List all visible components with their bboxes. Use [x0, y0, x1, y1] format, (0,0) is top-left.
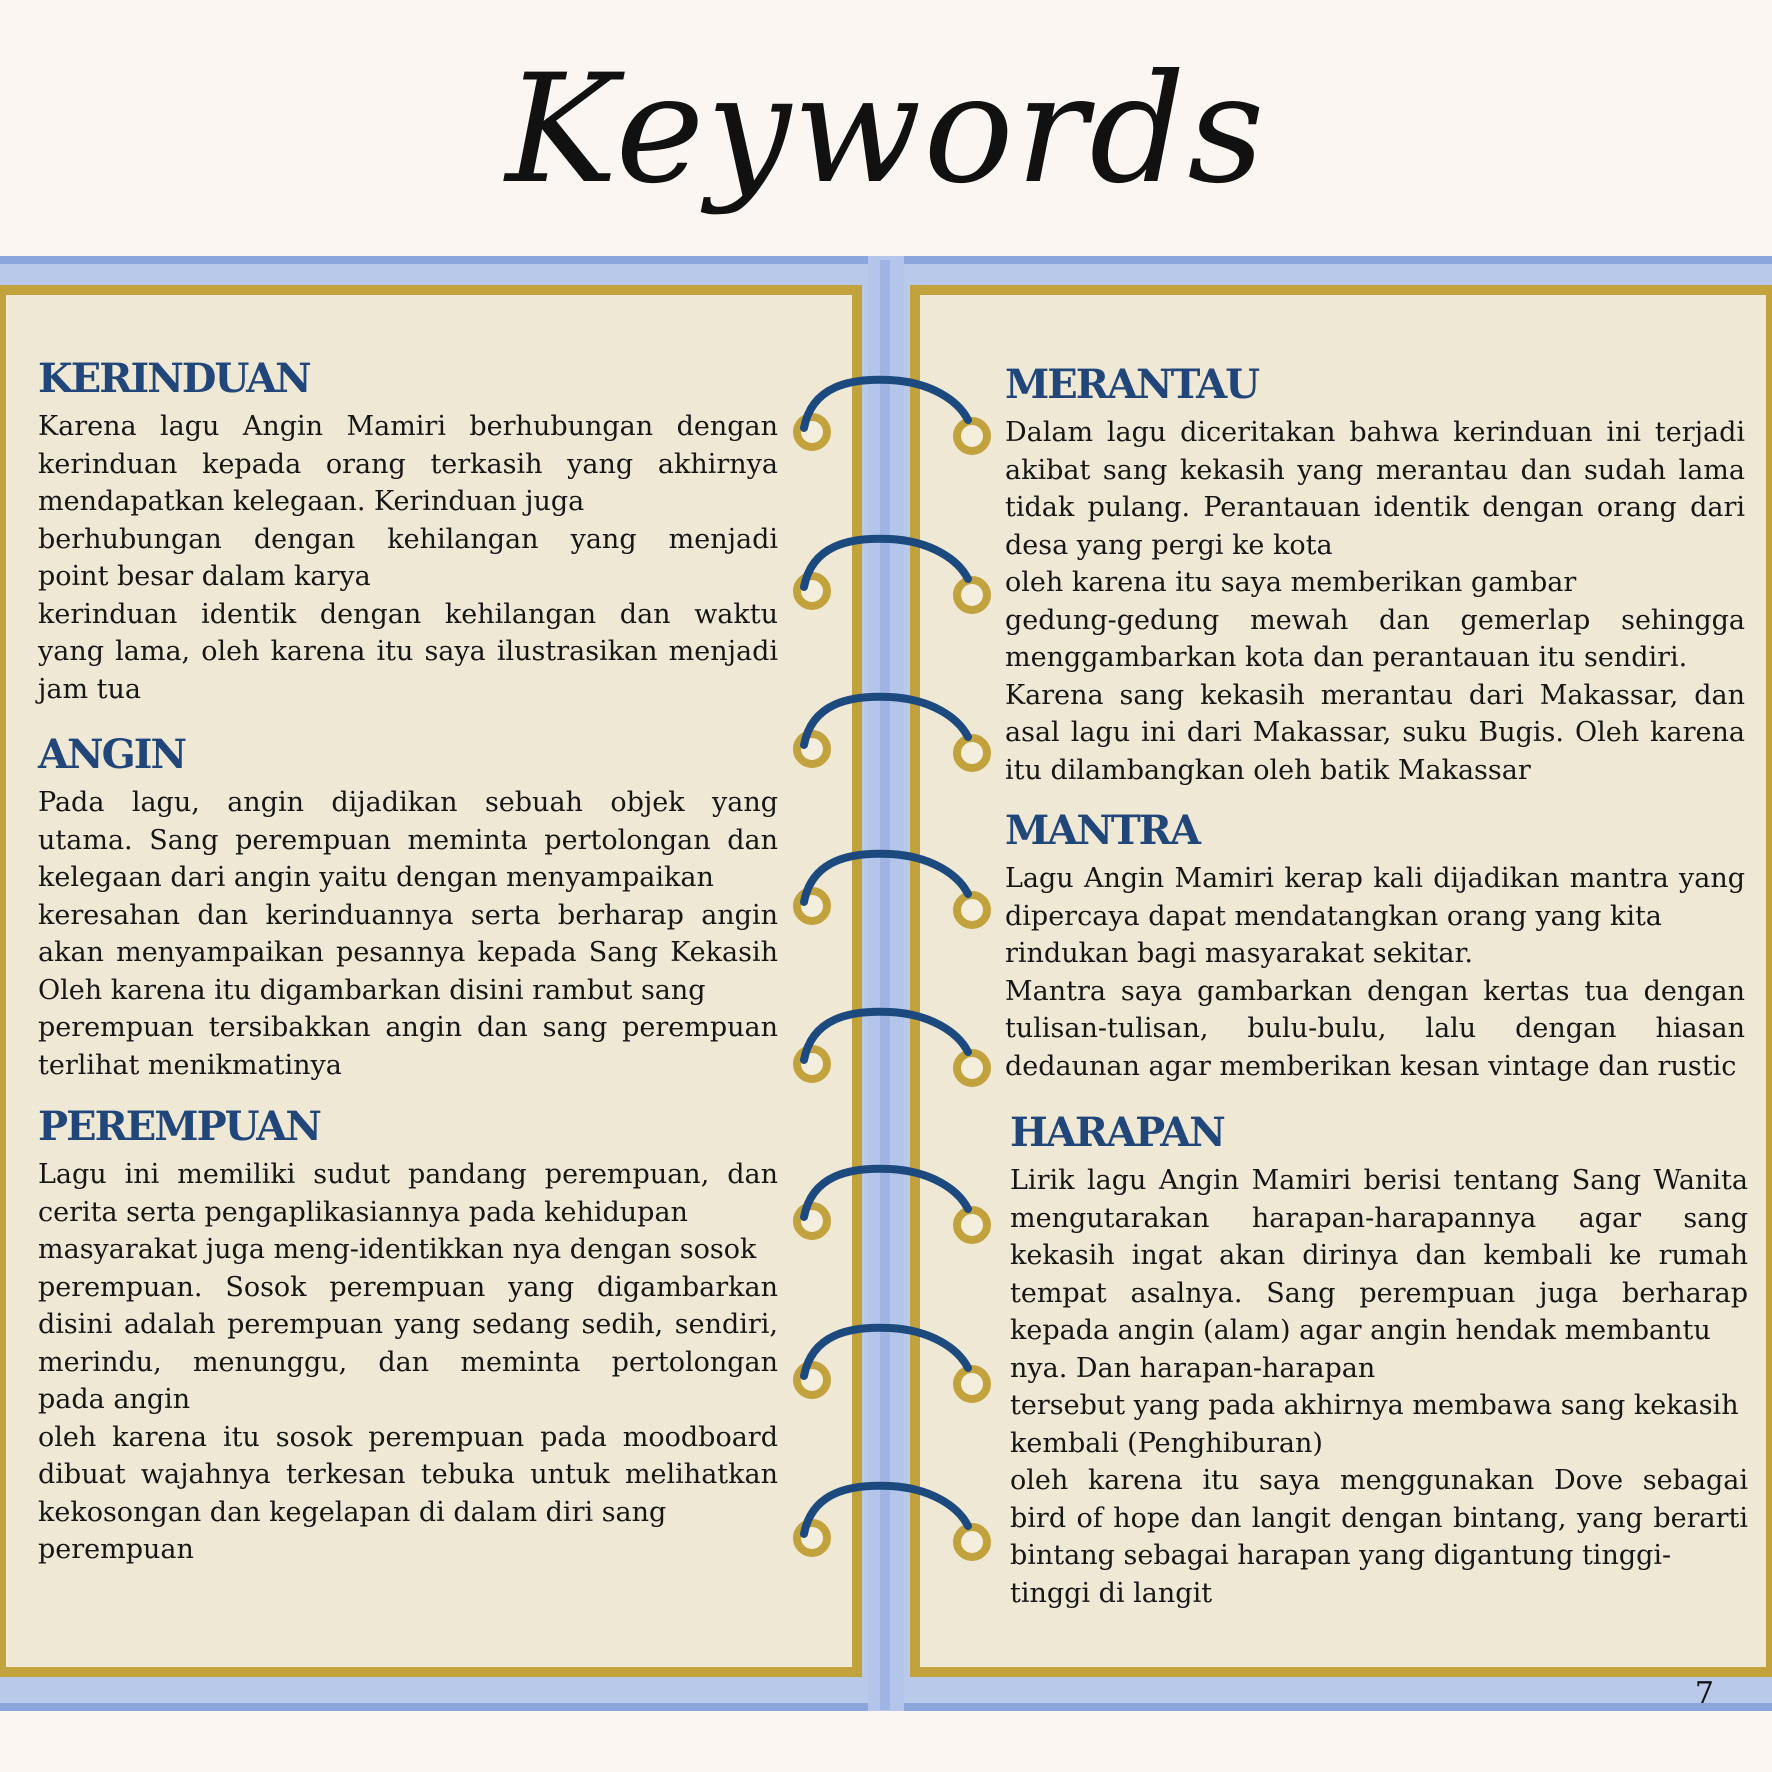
text-line: Lagu ini memiliki sudut pandang perempuan, dan [38, 1159, 778, 1190]
text-line: jam tua [38, 673, 141, 705]
section-body [1005, 414, 1745, 789]
text-line: menggambarkan kota dan perantauan itu sendiri. [1005, 642, 1688, 673]
section-body [38, 1156, 778, 1569]
section-body [1010, 1162, 1748, 1612]
text-line: desa yang pergi ke kota [1005, 529, 1333, 561]
section-body [38, 408, 778, 708]
text-line: rindukan bagi masyarakat sekitar. [1005, 938, 1474, 969]
text-line: gedung-gedung mewah dan gemerlap sehingga [1005, 604, 1745, 636]
section-heading: PEREMPUAN [38, 1103, 320, 1150]
section-heading: ANGIN [38, 731, 186, 778]
text-line: kepada angin (alam) agar angin hendak membantu [1010, 1315, 1711, 1346]
text-line: Karena sang kekasih merantau dari Makassar, dan [1005, 679, 1745, 711]
text-line: disini adalah perempuan yang sedang sedih, sendiri, [38, 1309, 778, 1340]
text-line: perempuan tersibakkan angin dan sang perempuan [38, 1012, 778, 1043]
text-line: kelegaan dari angin yaitu dengan menyampaikan [38, 862, 714, 893]
section-heading: MANTRA [1005, 807, 1199, 854]
text-line: yang lama, oleh karena itu saya ilustrasikan menjadi [38, 636, 778, 667]
text-line: bird of hope dan langit dengan bintang, yang berarti [1010, 1502, 1748, 1534]
text-line: akibat sang kekasih yang merantau dan sudah lama [1005, 454, 1745, 486]
section-harapan [1010, 1110, 1748, 1612]
text-line: Pada lagu, angin dijadikan sebuah objek yang [38, 787, 778, 818]
text-line: mendapatkan kelegaan. Kerinduan juga [38, 486, 585, 517]
text-line: dibuat wajahnya terkesan tebuka untuk melihatkan [38, 1459, 778, 1490]
text-line: tidak pulang. Perantauan identik dengan orang dari [1005, 492, 1745, 523]
text-line: Dalam lagu diceritakan bahwa kerinduan ini terjadi [1005, 417, 1745, 448]
text-line: Lirik lagu Angin Mamiri berisi tentang Sang Wanita [1010, 1165, 1748, 1196]
text-line: kekasih ingat akan dirinya dan kembali ke rumah [1010, 1240, 1748, 1271]
text-line: oleh karena itu saya menggunakan Dove sebagai [1010, 1465, 1748, 1496]
left-column [38, 356, 778, 708]
text-line: pada angin [38, 1384, 191, 1415]
text-line: nya. Dan harapan-harapan [1010, 1352, 1376, 1384]
text-line: berhubungan dengan kehilangan yang menjadi [38, 523, 778, 555]
text-line: oleh karena itu saya memberikan gambar [1005, 567, 1577, 598]
text-line: cerita serta pengaplikasiannya pada kehidupan [38, 1196, 688, 1228]
text-line: tempat asalnya. Sang perempuan juga berharap [1010, 1277, 1748, 1309]
text-line: Mantra saya gambarkan dengan kertas tua dengan [1005, 975, 1745, 1007]
text-line: perempuan [38, 1534, 194, 1565]
text-line: oleh karena itu sosok perempuan pada moodboard [38, 1421, 778, 1453]
section-angin [38, 732, 778, 1084]
section-perempuan [38, 1104, 778, 1569]
text-line: tinggi di langit [1010, 1577, 1213, 1609]
text-line: terlihat menikmatinya [38, 1049, 342, 1081]
text-line: merindu, menunggu, dan meminta pertolongan [38, 1346, 778, 1378]
text-line: utama. Sang perempuan meminta pertolongan dan [38, 824, 778, 856]
text-line: kembali (Penghiburan) [1010, 1427, 1323, 1459]
text-line: perempuan. Sosok perempuan yang digambarkan [38, 1271, 778, 1303]
text-line: itu dilambangkan oleh batik Makassar [1005, 754, 1531, 786]
left-column-3 [38, 1104, 778, 1569]
section-mantra [1005, 808, 1745, 1085]
right-column-2 [1005, 808, 1745, 1085]
section-merantau [1005, 362, 1745, 789]
section-kerinduan [38, 356, 778, 708]
text-line: tersebut yang pada akhirnya membawa sang kekasih [1010, 1390, 1739, 1421]
text-line: masyarakat juga meng-identikkan nya dengan sosok [38, 1234, 757, 1265]
page-number: 7 [1694, 1676, 1714, 1711]
text-line: mengutarakan harapan-harapannya agar sang [1010, 1202, 1748, 1234]
spine-line [880, 260, 890, 1710]
text-line: akan menyampaikan pesannya kepada Sang Kekasih [38, 937, 778, 968]
text-line: tulisan-tulisan, bulu-bulu, lalu dengan hiasan [1005, 1013, 1745, 1044]
text-line: kekosongan dan kegelapan di dalam diri sang [38, 1496, 667, 1528]
right-column [1005, 362, 1745, 789]
text-line: dipercaya dapat mendatangkan orang yang kita [1005, 900, 1662, 932]
text-line: Oleh karena itu digambarkan disini rambut sang [38, 974, 706, 1006]
text-line: point besar dalam karya [38, 561, 371, 592]
left-column-2 [38, 732, 778, 1084]
section-body [1005, 860, 1745, 1085]
text-line: Karena lagu Angin Mamiri berhubungan dengan [38, 411, 778, 442]
section-body [38, 784, 778, 1084]
page-title: Keywords [505, 43, 1267, 217]
text-line: kerinduan kepada orang terkasih yang akhirnya [38, 448, 778, 480]
text-line: dedaunan agar memberikan kesan vintage dan rustic [1005, 1050, 1737, 1082]
text-line: Lagu Angin Mamiri kerap kali dijadikan mantra yang [1005, 863, 1745, 894]
section-heading: KERINDUAN [38, 355, 310, 402]
text-line: asal lagu ini dari Makassar, suku Bugis. Oleh karena [1005, 717, 1745, 748]
text-line: bintang sebagai harapan yang digantung tinggi- [1010, 1540, 1672, 1571]
text-line: keresahan dan kerinduannya serta berharap angin [38, 899, 778, 931]
section-heading: MERANTAU [1005, 361, 1259, 408]
section-heading: HARAPAN [1010, 1109, 1224, 1156]
text-line: kerinduan identik dengan kehilangan dan waktu [38, 598, 778, 630]
right-column-3 [1010, 1110, 1748, 1612]
